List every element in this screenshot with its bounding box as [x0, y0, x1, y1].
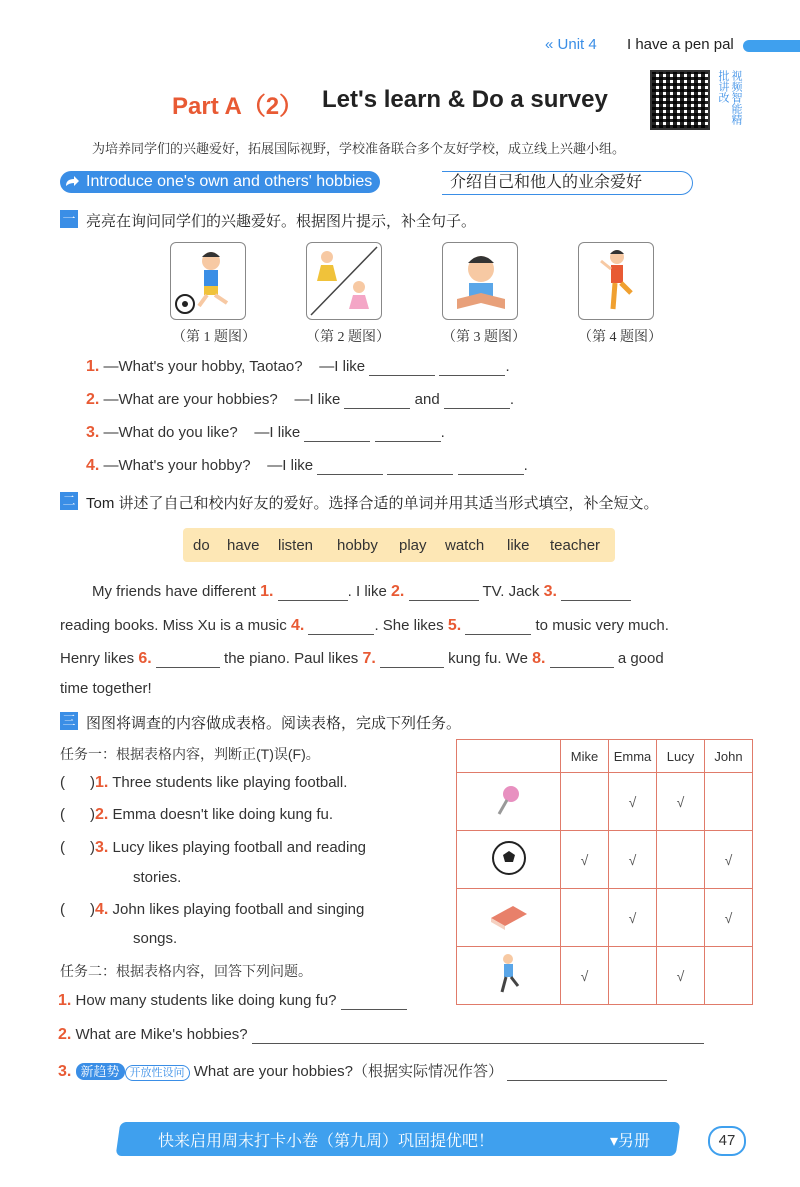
- caption-4: （第 4 题图）: [578, 330, 662, 345]
- answer-blank[interactable]: [444, 394, 510, 409]
- header-title: I have a pen pal: [627, 36, 734, 53]
- caption-1: （第 1 题图）: [172, 330, 256, 345]
- question-1: 1. —What's your hobby, Taotao? —I like .: [86, 358, 510, 375]
- table-header-cell: Mike: [561, 740, 609, 773]
- trend-badge: 新趋势: [76, 1063, 125, 1080]
- word: like: [507, 537, 530, 554]
- table-row: √ √ √: [457, 831, 753, 889]
- qr-label: 视频智能精批讲改: [717, 70, 742, 125]
- table-header-cell: Emma: [609, 740, 657, 773]
- qa-item-1: 1. How many students like doing kung fu?: [58, 992, 407, 1010]
- answer-blank[interactable]: [387, 460, 453, 475]
- passage-line-4: time together!: [60, 680, 152, 697]
- table-row: √ √: [457, 889, 753, 947]
- answer-blank[interactable]: [561, 586, 631, 601]
- answer-paren[interactable]: ( ): [60, 901, 95, 918]
- boy-football-icon: [171, 243, 245, 319]
- task1-label: 任务一：根据表格内容，判断正(T)误(F)。: [60, 746, 320, 762]
- girls-dancing-icon: [307, 243, 381, 319]
- survey-table: [456, 739, 753, 1005]
- picture-football: [170, 242, 246, 320]
- picture-dancing: [306, 242, 382, 320]
- part-title: Part A（2）: [172, 93, 304, 120]
- page-title: Let's learn & Do a survey: [322, 86, 608, 113]
- open-question-badge: 开放性设问: [125, 1065, 190, 1081]
- answer-blank[interactable]: [252, 1029, 704, 1044]
- part3-instruction: 图图将调查的内容做成表格。阅读表格，完成下列任务。: [86, 715, 462, 732]
- answer-blank[interactable]: [369, 361, 435, 376]
- unit-label: « Unit 4: [545, 36, 597, 53]
- word: have: [227, 537, 260, 554]
- word-bank: [183, 528, 615, 562]
- tf-item-3: ( )3. Lucy likes playing football and reading: [60, 839, 367, 856]
- answer-paren[interactable]: ( ): [60, 806, 95, 823]
- caption-3: （第 3 题图）: [442, 330, 526, 345]
- part2-instruction: Tom 讲述了自己和校内好友的爱好。选择合适的单词并用其适当形式填空，补全短文。: [86, 495, 659, 512]
- passage-line-2: reading books. Miss Xu is a music 4. . She likes 5. to music very much.: [60, 617, 669, 634]
- passage-line-1: My friends have different 1. . I like 2. TV. Jack 3.: [92, 583, 631, 601]
- table-row: √ √: [457, 773, 753, 831]
- answer-blank[interactable]: [156, 653, 220, 668]
- book-icon: [457, 889, 561, 947]
- qa-item-3: 3. 新趋势 开放性设问 What are your hobbies?（根据实际情况作答）: [58, 1060, 667, 1081]
- word: play: [399, 537, 427, 554]
- answer-blank[interactable]: [317, 460, 383, 475]
- word: hobby: [337, 537, 378, 554]
- table-header-cell: John: [705, 740, 753, 773]
- section-banner-cn: 介绍自己和他人的业余爱好: [442, 171, 693, 195]
- answer-blank[interactable]: [465, 620, 531, 635]
- question-4: 4. —What's your hobby? —I like .: [86, 457, 528, 474]
- page-number: 47: [708, 1126, 746, 1156]
- tf-item-1: ( )1. Three students like playing football.: [60, 774, 348, 791]
- passage-line-3: Henry likes 6. the piano. Paul likes 7. kung fu. We 8. a good: [60, 650, 664, 667]
- intro-text: 为培养同学们的兴趣爱好，拓展国际视野，学校准备联合多个友好学校，成立线上兴趣小组。: [92, 141, 626, 156]
- table-corner: [457, 740, 561, 773]
- word: do: [193, 537, 210, 554]
- answer-blank[interactable]: [409, 586, 479, 601]
- football-icon: [457, 831, 561, 889]
- question-2: 2. —What are your hobbies? —I like and .: [86, 391, 515, 408]
- footer-side-label[interactable]: ▾另册: [610, 1133, 651, 1150]
- word: watch: [445, 537, 485, 554]
- answer-paren[interactable]: ( ): [60, 774, 95, 791]
- tf-item-2: ( )2. Emma doesn't like doing kung fu.: [60, 806, 334, 823]
- section-number-3: 三: [60, 712, 78, 730]
- part1-instruction: 亮亮在询问同学们的兴趣爱好。根据图片提示，补全句子。: [86, 213, 477, 230]
- boy-kungfu-icon: [579, 243, 653, 319]
- answer-blank[interactable]: [308, 620, 374, 635]
- answer-blank[interactable]: [278, 586, 348, 601]
- answer-paren[interactable]: ( ): [60, 839, 95, 856]
- answer-blank[interactable]: [344, 394, 410, 409]
- answer-blank[interactable]: [304, 427, 370, 442]
- section-number-2: 二: [60, 492, 78, 510]
- microphone-icon: [457, 773, 561, 831]
- answer-blank[interactable]: [550, 653, 614, 668]
- task2-label: 任务二：根据表格内容，回答下列问题。: [60, 963, 312, 979]
- answer-blank[interactable]: [439, 361, 505, 376]
- boy-reading-icon: [443, 243, 517, 319]
- section-banner: [60, 171, 700, 195]
- table-header-row: [457, 740, 753, 773]
- table-header-cell: Lucy: [657, 740, 705, 773]
- tf-item-3-cont: stories.: [133, 869, 182, 886]
- picture-reading: [442, 242, 518, 320]
- question-3: 3. —What do you like? —I like .: [86, 424, 445, 441]
- section-number-1: 一: [60, 210, 78, 228]
- word: listen: [278, 537, 314, 554]
- word: teacher: [550, 537, 601, 554]
- caption-2: （第 2 题图）: [306, 330, 390, 345]
- redo-arrow-icon: [64, 174, 80, 190]
- header-bar: [743, 40, 800, 52]
- qa-item-2: 2. What are Mike's hobbies?: [58, 1026, 704, 1044]
- tf-item-4: ( )4. John likes playing football and singing: [60, 901, 365, 918]
- answer-blank[interactable]: [341, 995, 407, 1010]
- answer-blank[interactable]: [380, 653, 444, 668]
- kungfu-icon: [457, 947, 561, 1005]
- answer-blank[interactable]: [458, 460, 524, 475]
- section-banner-en: Introduce one's own and others' hobbies: [60, 171, 380, 193]
- picture-kungfu: [578, 242, 654, 320]
- tf-item-4-cont: songs.: [133, 930, 178, 947]
- footer-text: 快来启用周末打卡小卷（第九周）巩固提优吧！: [158, 1133, 495, 1150]
- qr-code-icon[interactable]: [650, 70, 710, 130]
- table-row: √ √: [457, 947, 753, 1005]
- answer-blank[interactable]: [507, 1066, 667, 1081]
- answer-blank[interactable]: [375, 427, 441, 442]
- double-chevron-icon: «: [545, 36, 554, 53]
